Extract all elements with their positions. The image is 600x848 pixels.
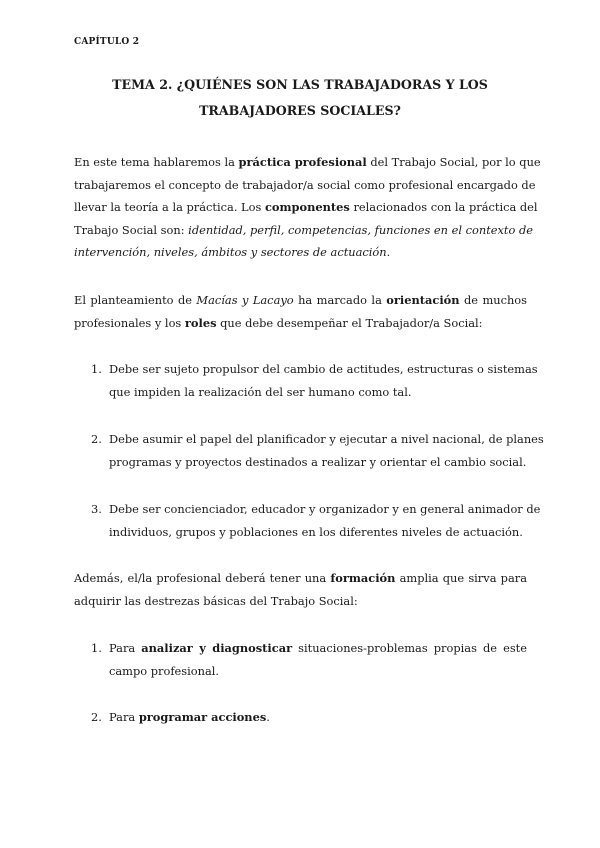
- list-item-text: [109, 358, 538, 403]
- text-run: llevar la teoría a la práctica. Los: [74, 200, 265, 214]
- text-run: .: [386, 245, 391, 259]
- bold-term: orientación: [386, 293, 460, 307]
- ademas-paragraph: [74, 567, 527, 612]
- list-item-text: [109, 706, 527, 729]
- bold-term: analizar y diagnosticar: [141, 641, 293, 655]
- text-run: ha marcado la: [293, 293, 387, 307]
- title-line-1: TEMA 2. ¿QUIÉNES SON LAS TRABAJADORAS Y LOS: [112, 77, 488, 92]
- ademas-line-2: adquirir las destrezas básicas del Trabajo Social:: [74, 593, 358, 608]
- intro-line-4: [74, 219, 534, 242]
- italic-term: identidad, perfil, competencias, funciones en el contexto de: [188, 222, 534, 237]
- planteamiento-line-2: [74, 312, 527, 335]
- intro-line-2: trabajaremos el concepto de trabajador/a social como profesional encargado de: [74, 177, 536, 192]
- bold-term: roles: [184, 315, 217, 330]
- bold-term: práctica profesional: [238, 155, 367, 169]
- list-item-text: [109, 428, 544, 473]
- italic-term: intervención, niveles, ámbitos y sectores de actuación: [74, 245, 387, 259]
- text-run: El planteamiento de: [74, 293, 197, 307]
- intro-line-5: [74, 241, 527, 264]
- text-run: .: [266, 710, 270, 724]
- planteamiento-paragraph: [74, 289, 527, 334]
- list-number: 1.: [91, 362, 102, 376]
- list-line: [109, 706, 527, 729]
- text-run: de muchos: [459, 293, 527, 307]
- text-run: del Trabajo Social, por lo que: [366, 155, 541, 169]
- chapter-header: CAPÍTULO 2: [74, 37, 140, 47]
- list-item-text: [109, 637, 527, 682]
- list-line: Debe ser concienciador, educador y organizador y en general animador de: [109, 502, 541, 516]
- list-line: individuos, grupos y poblaciones en los diferentes niveles de actuación.: [109, 524, 523, 539]
- intro-line-1: [74, 151, 541, 174]
- list-item-text: [109, 498, 541, 543]
- text-run: Para: [109, 710, 139, 724]
- text-run: Trabajo Social son:: [74, 222, 189, 237]
- text-run: que debe desempeñar el Trabajador/a Social:: [216, 315, 483, 330]
- italic-term: Macías y Lacayo: [196, 293, 294, 307]
- list-line: [109, 637, 527, 660]
- title-line-2: TRABAJADORES SOCIALES?: [199, 103, 401, 118]
- bold-term: formación: [330, 571, 396, 585]
- list-number: 3.: [91, 502, 102, 516]
- text-run: relacionados con la práctica del: [349, 200, 538, 214]
- list-line: programas y proyectos destinados a realizar y orientar el cambio social.: [109, 454, 527, 469]
- list-number: 2.: [91, 432, 102, 446]
- list-line: Debe ser sujeto propulsor del cambio de actitudes, estructuras o sistemas: [109, 362, 538, 376]
- bold-term: programar acciones: [138, 710, 267, 724]
- intro-line-3: [74, 196, 538, 219]
- text-run: amplia que sirva para: [395, 571, 527, 585]
- text-run: situaciones-problemas propias de este: [292, 641, 527, 655]
- page-title: [60, 72, 540, 124]
- text-run: En este tema hablaremos la: [74, 155, 239, 169]
- ademas-line-1: [74, 567, 527, 590]
- list-line: campo profesional.: [109, 663, 220, 678]
- list-number: 1.: [91, 641, 102, 655]
- text-run: Para: [109, 641, 142, 655]
- text-run: Además, el/la profesional deberá tener una: [74, 571, 331, 585]
- list-line: Debe asumir el papel del planificador y ejecutar a nivel nacional, de planes: [109, 432, 544, 446]
- list-line: que impiden la realización del ser humano como tal.: [109, 384, 412, 399]
- text-run: profesionales y los: [74, 315, 185, 330]
- bold-term: componentes: [264, 200, 350, 214]
- planteamiento-line-1: [74, 289, 527, 312]
- intro-paragraph: [74, 151, 541, 264]
- list-number: 2.: [91, 710, 102, 724]
